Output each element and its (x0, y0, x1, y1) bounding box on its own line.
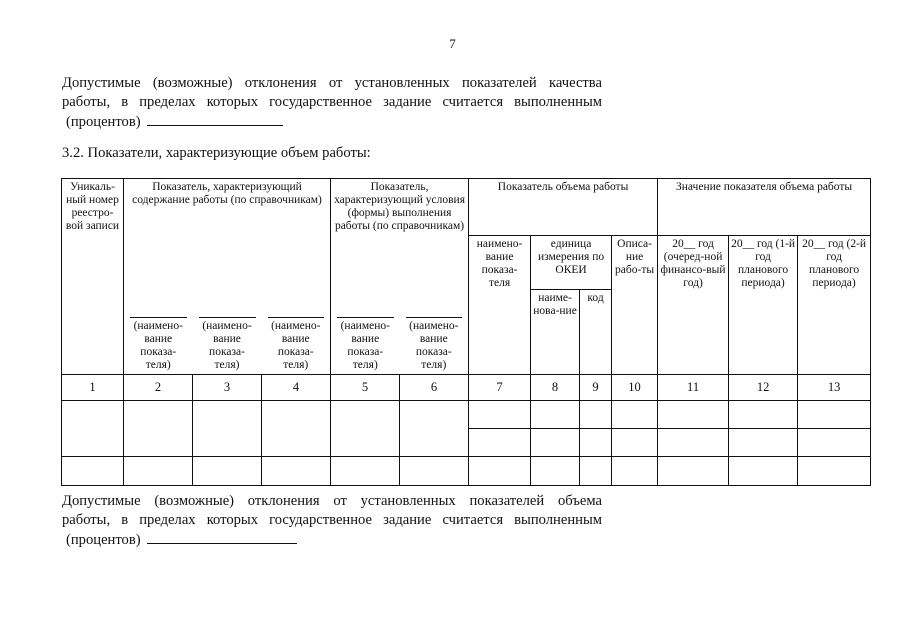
volume-deviation-line-1: Допустимые (возможные) отклонения от установленных показателей объема (62, 493, 602, 509)
col-number-13: 13 (798, 374, 871, 400)
percent-blank-line (147, 112, 283, 126)
table-cell (612, 428, 658, 456)
content-indicator-1-label: (наимено-вание показа-теля) (130, 317, 187, 372)
quality-deviation-line-2: работы, в пределах которых государственное задание считается выполненным (62, 94, 602, 110)
conditions-subheader-empty-2 (400, 235, 469, 289)
table-cell (124, 456, 193, 485)
header-volume-value: Значение показателя объема работы (658, 179, 871, 236)
header-year-plan-2: 20__ год (2-й год планового периода) (798, 235, 871, 374)
quality-deviation-line-1: Допустимые (возможные) отклонения от установленных показателей качества (62, 75, 602, 91)
table-cell (531, 456, 580, 485)
table-cell (729, 400, 798, 428)
percent-label: (процентов) (66, 114, 141, 130)
section-heading: 3.2. Показатели, характеризующие объем работы: (62, 145, 371, 161)
table-cell (798, 400, 871, 428)
work-volume-table (61, 178, 871, 486)
table-cell (580, 428, 612, 456)
table-cell (193, 456, 262, 485)
header-work-description: Описа-ние рабо-ты (612, 235, 658, 374)
col-number-1: 1 (62, 374, 124, 400)
table-cell (469, 456, 531, 485)
header-conditions-indicator: Показатель, характеризующий условия (формы) выполнения работы (по справочникам) (331, 179, 469, 236)
page-number: 7 (449, 36, 456, 51)
percent-label: (процентов) (66, 532, 141, 548)
table-cell (62, 456, 124, 485)
header-content-indicator: Показатель, характеризующий содержание работы (по справочникам) (124, 179, 331, 236)
table-cell (62, 400, 124, 456)
table-cell (798, 428, 871, 456)
table-cell (580, 400, 612, 428)
col-number-12: 12 (729, 374, 798, 400)
content-indicator-3 (262, 289, 331, 374)
header-unit-okei: единица измерения по ОКЕИ (531, 235, 612, 289)
conditions-indicator-1-label: (наимено-вание показа-теля) (337, 317, 394, 372)
conditions-indicator-2 (400, 289, 469, 374)
conditions-indicator-1 (331, 289, 400, 374)
content-indicator-2-label: (наимено-вание показа-теля) (199, 317, 256, 372)
col-number-11: 11 (658, 374, 729, 400)
col-number-7: 7 (469, 374, 531, 400)
content-indicator-1 (124, 289, 193, 374)
table-cell (469, 428, 531, 456)
col-number-5: 5 (331, 374, 400, 400)
header-volume-indicator: Показатель объема работы (469, 179, 658, 236)
col-number-4: 4 (262, 374, 331, 400)
table-cell (658, 428, 729, 456)
table-cell (262, 456, 331, 485)
volume-deviation-paragraph (62, 492, 602, 550)
header-unique-number: Уникаль-ный номер реестро-вой записи (62, 179, 124, 375)
table-cell (531, 428, 580, 456)
table-cell (400, 456, 469, 485)
header-indicator-name: наимено-вание показа-теля (469, 235, 531, 374)
content-indicator-3-label: (наимено-вание показа-теля) (268, 317, 325, 372)
col-number-9: 9 (580, 374, 612, 400)
table-cell (469, 400, 531, 428)
conditions-indicator-2-label: (наимено-вание показа-теля) (406, 317, 463, 372)
volume-deviation-line-3 (62, 530, 602, 550)
table-cell (331, 400, 400, 456)
header-year-current: 20__ год (очеред-ной финансо-вый год) (658, 235, 729, 374)
col-number-6: 6 (400, 374, 469, 400)
table-cell (798, 456, 871, 485)
header-unit-code: код (580, 289, 612, 374)
table-cell (124, 400, 193, 456)
table-cell (658, 400, 729, 428)
table-cell (580, 456, 612, 485)
content-subheader-empty-3 (262, 235, 331, 289)
content-subheader-empty-2 (193, 235, 262, 289)
volume-deviation-line-2: работы, в пределах которых государственное задание считается выполненным (62, 512, 602, 528)
quality-deviation-paragraph (62, 74, 602, 132)
content-indicator-2 (193, 289, 262, 374)
col-number-2: 2 (124, 374, 193, 400)
header-unit-name: наиме-нова-ние (531, 289, 580, 374)
table-cell (729, 428, 798, 456)
header-year-plan-1: 20__ год (1-й год планового периода) (729, 235, 798, 374)
percent-blank-line (147, 530, 297, 544)
table-cell (193, 400, 262, 456)
conditions-subheader-empty-1 (331, 235, 400, 289)
col-number-10: 10 (612, 374, 658, 400)
table-cell (658, 456, 729, 485)
table-cell (331, 456, 400, 485)
table-cell (262, 400, 331, 456)
quality-deviation-line-3 (62, 112, 602, 132)
table-cell (729, 456, 798, 485)
col-number-8: 8 (531, 374, 580, 400)
col-number-3: 3 (193, 374, 262, 400)
table-cell (612, 456, 658, 485)
table-cell (400, 400, 469, 456)
content-subheader-empty-1 (124, 235, 193, 289)
table-cell (612, 400, 658, 428)
table-cell (531, 400, 580, 428)
